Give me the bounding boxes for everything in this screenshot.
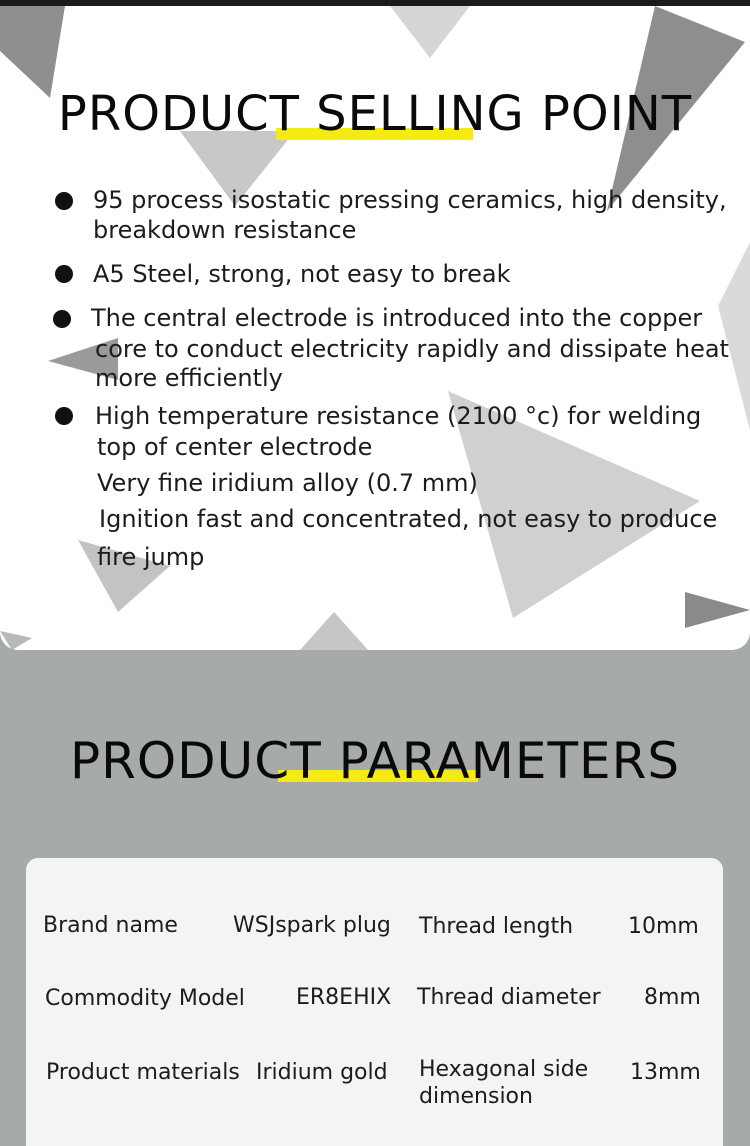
point-2-line-1: A5 Steel, strong, not easy to break	[93, 260, 511, 288]
bullet-icon	[55, 265, 73, 283]
point-3-line-1: The central electrode is introduced into the copper	[91, 304, 703, 332]
point-3-line-3: more efficiently	[95, 364, 283, 392]
param-value: ER8EHIX	[296, 985, 392, 1010]
param-label-continued: dimension	[419, 1084, 533, 1109]
bullet-icon	[55, 192, 73, 210]
param-label: Hexagonal side	[419, 1057, 589, 1082]
bullet-icon	[55, 407, 73, 425]
param-value: 8mm	[644, 985, 701, 1010]
point-4-line-3: Very fine iridium alloy (0.7 mm)	[97, 469, 478, 497]
param-label: Product materials	[46, 1060, 240, 1085]
selling-point-title: PRODUCT SELLING POINT	[57, 86, 693, 142]
param-value: Iridium gold	[256, 1060, 388, 1085]
selling-point-section	[0, 6, 750, 650]
param-label: Brand name	[43, 913, 178, 938]
param-label: Thread diameter	[417, 985, 601, 1010]
point-4-line-4: Ignition fast and concentrated, not easy to produce	[99, 505, 718, 533]
point-4-line-5: fire jump	[97, 543, 205, 571]
parameters-title: PRODUCT PARAMETERS	[69, 732, 681, 790]
param-label: Thread length	[419, 914, 574, 939]
param-label: Commodity Model	[45, 986, 245, 1011]
bullet-icon	[53, 310, 71, 328]
param-value: WSJspark plug	[233, 913, 391, 938]
point-4-line-1: High temperature resistance (2100 °c) for welding	[95, 402, 702, 430]
point-1-line-1: 95 process isostatic pressing ceramics, high density,	[93, 186, 727, 214]
param-value: 13mm	[630, 1060, 701, 1085]
point-4-line-2: top of center electrode	[97, 433, 373, 461]
parameters-table	[26, 858, 723, 1146]
param-value: 10mm	[628, 914, 699, 939]
point-3-line-2: core to conduct electricity rapidly and dissipate heat	[95, 335, 729, 363]
point-1-line-2: breakdown resistance	[93, 216, 357, 244]
